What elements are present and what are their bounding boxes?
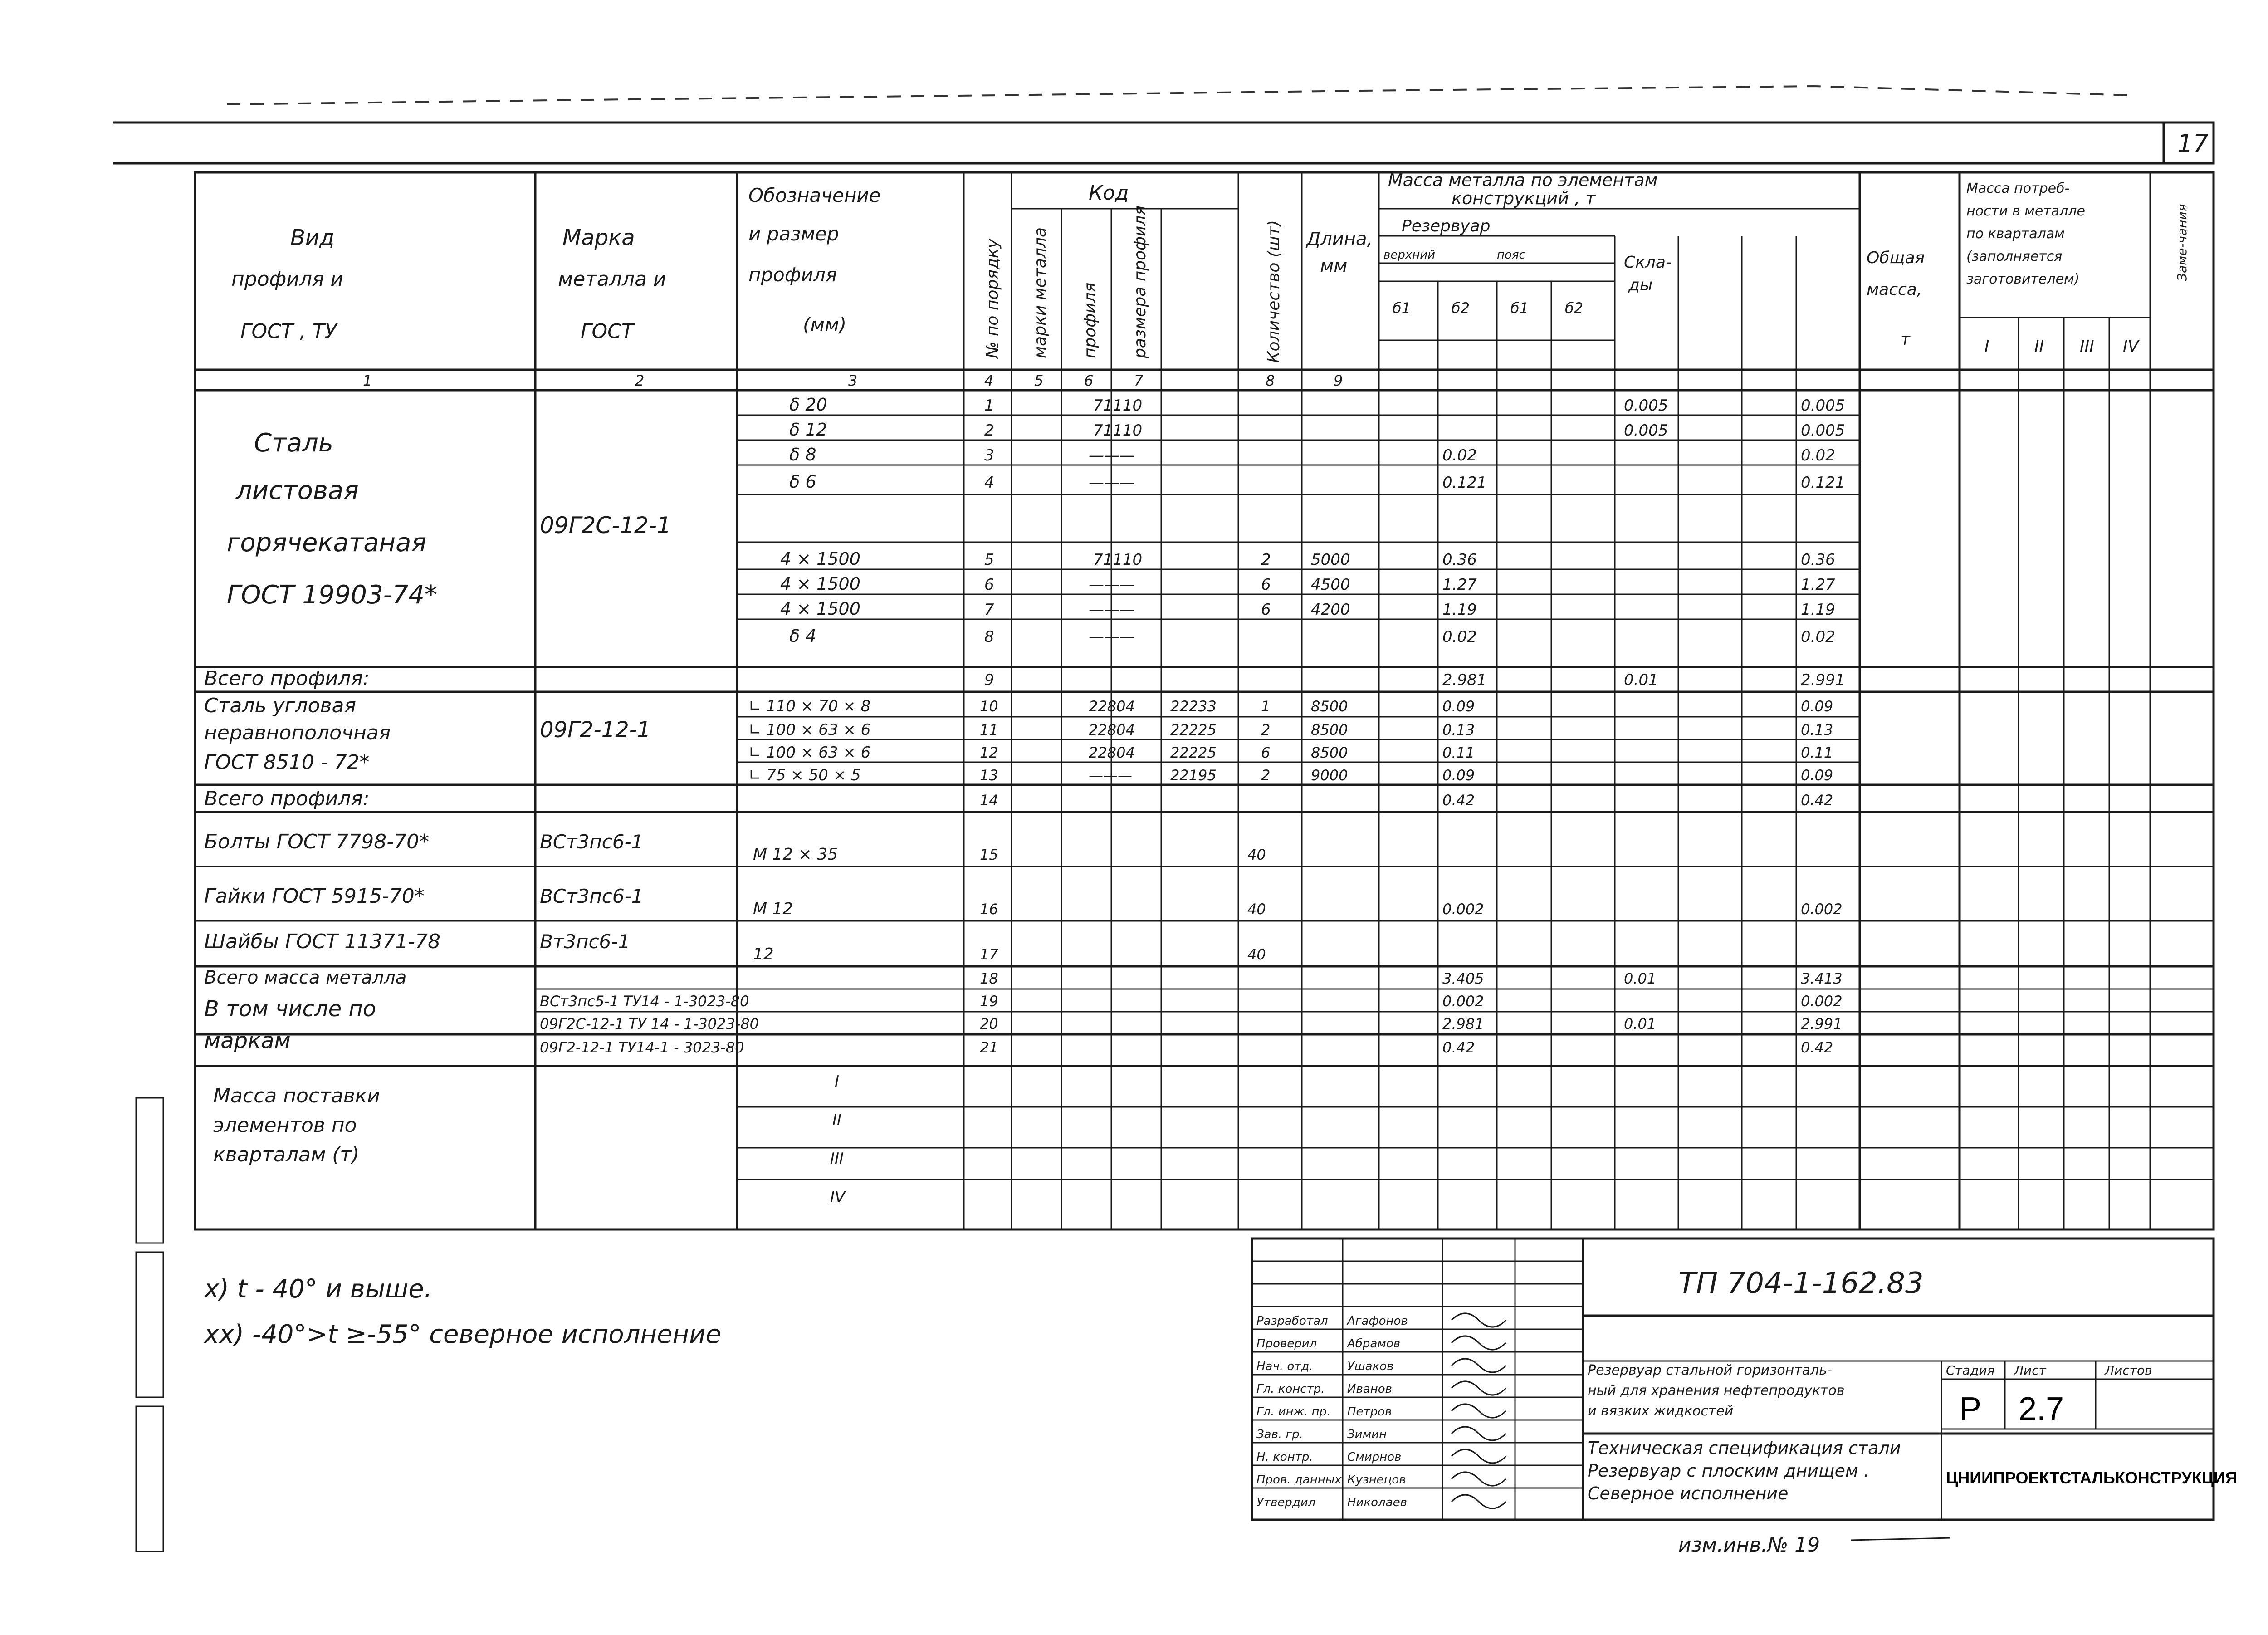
svg-text:0.13: 0.13	[1801, 721, 1833, 739]
svg-text:Вт3пс6-1: Вт3пс6-1	[540, 930, 631, 953]
svg-text:13: 13	[980, 767, 998, 784]
svg-text:0.42: 0.42	[1442, 792, 1475, 809]
svg-text:0.36: 0.36	[1442, 551, 1477, 569]
svg-text:III: III	[2080, 337, 2094, 356]
svg-text:5: 5	[1034, 372, 1044, 389]
svg-text:Резервуар с плоским днищем .: Резервуар с плоским днищем .	[1588, 1461, 1869, 1481]
header-remarks: Заме-чания	[2175, 204, 2190, 281]
svg-text:0.121: 0.121	[1801, 474, 1845, 492]
svg-text:22233: 22233	[1170, 698, 1217, 715]
header-length	[1305, 229, 1373, 277]
header-kod: Код	[1089, 181, 1129, 205]
table-row	[540, 1015, 1843, 1033]
svg-text:Масса потреб-: Масса потреб-	[1966, 181, 2070, 196]
svg-text:40: 40	[1247, 901, 1266, 918]
svg-text:4500: 4500	[1311, 576, 1350, 594]
binding-strip-3	[136, 1406, 163, 1552]
svg-text:Листов: Листов	[2105, 1363, 2152, 1378]
svg-text:22804: 22804	[1089, 721, 1135, 739]
svg-text:22804: 22804	[1089, 744, 1135, 761]
svg-text:Скла-: Скла-	[1624, 253, 1672, 272]
svg-text:Абрамов: Абрамов	[1347, 1337, 1401, 1351]
svg-text:22195: 22195	[1170, 767, 1217, 784]
svg-text:0.09: 0.09	[1801, 767, 1833, 784]
svg-text:Ушаков: Ушаков	[1347, 1360, 1394, 1373]
svg-text:профиля: профиля	[748, 264, 837, 286]
svg-text:4 × 1500: 4 × 1500	[780, 599, 860, 619]
svg-text:(заполняется: (заполняется	[1966, 249, 2063, 264]
svg-text:40: 40	[1247, 946, 1266, 963]
scan-noise-edge	[227, 86, 2132, 104]
group-angle-steel	[204, 694, 651, 774]
page-number: 17	[2177, 129, 2209, 158]
washers-row	[204, 930, 1266, 964]
svg-text:I: I	[835, 1072, 840, 1091]
svg-text:0.09: 0.09	[1442, 698, 1475, 715]
svg-text:Зав. гр.: Зав. гр.	[1256, 1428, 1303, 1441]
svg-text:заготовителем): заготовителем)	[1966, 271, 2080, 287]
svg-text:Обозначение: Обозначение	[748, 184, 881, 206]
svg-text:ВСт3пс6-1: ВСт3пс6-1	[540, 831, 644, 853]
svg-text:ности в металле: ности в металле	[1966, 203, 2085, 219]
svg-text:0.09: 0.09	[1801, 698, 1833, 715]
svg-text:Пров. данных: Пров. данных	[1256, 1473, 1342, 1487]
svg-text:09Г2С-12-1: 09Г2С-12-1	[540, 512, 671, 538]
table-row	[789, 472, 1845, 492]
sheet-value: 2.7	[2019, 1391, 2064, 1427]
svg-text:7: 7	[1134, 372, 1144, 389]
svg-text:δ 8: δ 8	[789, 445, 816, 465]
svg-text:и размер: и размер	[748, 223, 839, 245]
svg-text:В том числе по: В том числе по	[204, 996, 376, 1022]
svg-text:Вид: Вид	[290, 225, 335, 250]
header-qty: Количество (шт)	[1265, 220, 1283, 363]
svg-text:ный для хранения нефтепродукто: ный для хранения нефтепродуктов	[1588, 1383, 1845, 1399]
header-grade-code: марки металла	[1031, 227, 1050, 358]
svg-text:4: 4	[984, 372, 994, 389]
header-size-code: размера профиля	[1131, 206, 1149, 358]
total-row-1	[204, 667, 1845, 690]
svg-text:0.005: 0.005	[1624, 397, 1668, 415]
table-row	[780, 549, 1835, 569]
svg-text:М 12: М 12	[753, 900, 793, 918]
svg-text:16: 16	[980, 901, 998, 918]
svg-text:2.991: 2.991	[1801, 671, 1845, 689]
svg-text:5000: 5000	[1311, 551, 1350, 569]
svg-text:0.01: 0.01	[1624, 970, 1657, 987]
svg-text:9000: 9000	[1311, 767, 1348, 784]
svg-text:Смирнов: Смирнов	[1347, 1450, 1402, 1464]
svg-text:0.02: 0.02	[1801, 628, 1835, 646]
table-row	[748, 697, 1833, 715]
svg-text:∟ 100 × 63 × 6: ∟ 100 × 63 × 6	[748, 744, 871, 762]
svg-text:0.02: 0.02	[1442, 446, 1477, 465]
svg-text:δ 6: δ 6	[789, 472, 816, 492]
nuts-row	[204, 885, 1843, 918]
svg-text:∟ 100 × 63 × 6: ∟ 100 × 63 × 6	[748, 721, 871, 739]
svg-text:9: 9	[1334, 372, 1343, 389]
svg-text:4 × 1500: 4 × 1500	[780, 574, 860, 594]
svg-text:6: 6	[1261, 576, 1271, 594]
svg-text:Кузнецов: Кузнецов	[1347, 1473, 1406, 1487]
svg-text:ГОСТ: ГОСТ	[581, 320, 634, 343]
header-profile-code: профиля	[1081, 282, 1100, 358]
svg-text:Гл. констр.: Гл. констр.	[1256, 1382, 1325, 1396]
by-grade-block	[204, 993, 1843, 1056]
svg-text:δ 12: δ 12	[789, 420, 827, 440]
svg-text:3.405: 3.405	[1442, 970, 1484, 987]
svg-text:Нач. отд.: Нач. отд.	[1256, 1360, 1313, 1373]
svg-text:0.01: 0.01	[1624, 1015, 1657, 1033]
svg-text:40: 40	[1247, 846, 1266, 863]
svg-text:2: 2	[984, 421, 994, 440]
svg-text:∟ 75 × 50 × 5: ∟ 75 × 50 × 5	[748, 766, 861, 784]
header-num: № по порядку	[983, 239, 1002, 358]
svg-text:кварталам (т): кварталам (т)	[213, 1143, 360, 1166]
svg-text:2: 2	[1261, 551, 1271, 569]
table-row	[748, 744, 1833, 762]
svg-text:Сталь: Сталь	[254, 428, 333, 458]
svg-text:Н. контр.: Н. контр.	[1256, 1450, 1313, 1464]
table-row	[540, 993, 1843, 1010]
svg-text:I: I	[1984, 337, 1989, 356]
svg-text:и вязких жидкостей: и вязких жидкостей	[1588, 1403, 1734, 1419]
table-row	[780, 599, 1835, 619]
svg-text:5: 5	[984, 551, 994, 569]
svg-text:ды: ды	[1628, 276, 1653, 294]
header-sub1: верхний	[1383, 248, 1436, 262]
svg-text:22804: 22804	[1089, 698, 1135, 715]
svg-text:1.27: 1.27	[1801, 576, 1835, 594]
svg-text:Всего масса металла: Всего масса металла	[204, 967, 407, 988]
svg-text:0.36: 0.36	[1801, 551, 1835, 569]
svg-text:x) t - 40° и выше.: x) t - 40° и выше.	[204, 1274, 432, 1304]
svg-text:7: 7	[984, 601, 994, 619]
table-row	[748, 721, 1833, 739]
svg-text:неравнополочная: неравнополочная	[204, 721, 391, 744]
svg-text:6: 6	[1261, 744, 1271, 761]
svg-text:14: 14	[980, 792, 998, 809]
svg-text:Длина,: Длина,	[1306, 229, 1373, 250]
svg-text:Шайбы ГОСТ 11371-78: Шайбы ГОСТ 11371-78	[204, 930, 441, 953]
svg-text:3: 3	[984, 446, 994, 465]
footnotes	[203, 1274, 721, 1349]
total-row-2	[204, 787, 1833, 810]
svg-text:II: II	[832, 1111, 842, 1129]
svg-text:III: III	[830, 1150, 844, 1168]
svg-text:19: 19	[980, 993, 998, 1010]
svg-text:09Г2-12-1 ТУ14-1 - 3023-80: 09Г2-12-1 ТУ14-1 - 3023-80	[540, 1039, 744, 1056]
svg-text:II: II	[2034, 337, 2044, 356]
header-massa-elements	[1388, 170, 1657, 208]
group2-rows	[748, 697, 1833, 784]
svg-text:12: 12	[980, 744, 998, 761]
header-col1	[231, 225, 343, 343]
project-title	[1588, 1362, 1845, 1419]
svg-text:0.005: 0.005	[1624, 421, 1668, 440]
svg-text:Марка: Марка	[562, 225, 635, 250]
svg-text:———: ———	[1089, 576, 1135, 594]
svg-text:Лист: Лист	[2014, 1363, 2046, 1378]
svg-text:6: 6	[984, 576, 994, 594]
svg-text:листовая: листовая	[236, 476, 359, 505]
svg-text:горячекатаная: горячекатаная	[227, 528, 427, 558]
svg-text:09Г2С-12-1 ТУ 14 - 1-3023-80: 09Г2С-12-1 ТУ 14 - 1-3023-80	[540, 1015, 759, 1033]
svg-text:М 12 × 35: М 12 × 35	[753, 845, 838, 864]
svg-text:17: 17	[980, 946, 998, 963]
svg-text:8: 8	[1266, 372, 1275, 389]
svg-text:Утвердил: Утвердил	[1256, 1496, 1316, 1509]
quarters-block	[213, 1072, 846, 1206]
header-obshaya	[1867, 249, 1925, 349]
svg-text:———: ———	[1089, 767, 1132, 784]
svg-text:1: 1	[1261, 698, 1271, 715]
svg-text:1.27: 1.27	[1442, 576, 1477, 594]
svg-text:12: 12	[753, 945, 774, 964]
svg-text:Петров: Петров	[1347, 1405, 1392, 1419]
svg-text:δ 4: δ 4	[789, 626, 816, 646]
svg-text:Болты ГОСТ 7798-70*: Болты ГОСТ 7798-70*	[204, 830, 430, 853]
table-row	[789, 395, 1845, 415]
svg-text:21: 21	[980, 1039, 998, 1056]
svg-text:4 × 1500: 4 × 1500	[780, 549, 860, 569]
table-row	[780, 574, 1835, 594]
header-sub2: пояс	[1497, 248, 1525, 262]
svg-text:8500: 8500	[1311, 744, 1348, 761]
svg-text:ВСт3пс6-1: ВСт3пс6-1	[540, 885, 644, 907]
svg-text:Техническая спецификация стали: Техническая спецификация стали	[1588, 1438, 1901, 1458]
svg-text:———: ———	[1089, 446, 1135, 465]
stamp-names	[1346, 1314, 1408, 1509]
svg-text:Общая: Общая	[1867, 249, 1925, 267]
svg-text:0.42: 0.42	[1801, 792, 1833, 809]
table-row	[789, 420, 1845, 440]
svg-text:0.42: 0.42	[1442, 1039, 1475, 1056]
sheet-title	[1588, 1438, 1901, 1503]
svg-text:22225: 22225	[1170, 744, 1217, 761]
svg-text:———: ———	[1089, 601, 1135, 619]
header-quarters	[1984, 337, 2140, 356]
header-col2	[558, 225, 666, 343]
svg-text:2.981: 2.981	[1442, 1015, 1484, 1033]
svg-text:———: ———	[1089, 474, 1135, 492]
organization: ЦНИИПРОЕКТСТАЛЬКОНСТРУКЦИЯ	[1946, 1469, 2237, 1487]
binding-strip-2	[136, 1252, 163, 1397]
svg-text:2.991: 2.991	[1801, 1015, 1843, 1033]
header-sub3: б1	[1393, 299, 1411, 317]
svg-text:Проверил: Проверил	[1256, 1337, 1317, 1351]
svg-text:3.413: 3.413	[1801, 970, 1843, 987]
svg-text:0.42: 0.42	[1801, 1039, 1833, 1056]
inventory-underline	[1851, 1538, 1950, 1540]
svg-text:20: 20	[980, 1015, 998, 1033]
svg-text:т: т	[1901, 330, 1910, 349]
svg-text:8500: 8500	[1311, 698, 1348, 715]
total-metal-row	[204, 967, 1843, 988]
group1-rows	[780, 395, 1845, 646]
svg-text:0.09: 0.09	[1442, 767, 1475, 784]
table-row	[540, 1039, 1833, 1056]
header-sub4: б2	[1452, 299, 1470, 317]
svg-text:масса,: масса,	[1867, 280, 1922, 299]
svg-text:Резервуар стальной горизонталь: Резервуар стальной горизонталь-	[1588, 1362, 1832, 1378]
svg-text:4: 4	[984, 474, 994, 492]
svg-text:0.121: 0.121	[1442, 474, 1487, 492]
svg-text:1.19: 1.19	[1801, 601, 1835, 619]
svg-text:4200: 4200	[1311, 601, 1350, 619]
svg-text:ГОСТ 19903-74*: ГОСТ 19903-74*	[227, 580, 437, 610]
header-sub5: б1	[1510, 299, 1529, 317]
svg-text:Стадия: Стадия	[1946, 1363, 1995, 1378]
table-row	[748, 766, 1833, 784]
svg-text:9: 9	[984, 671, 994, 689]
svg-text:1: 1	[984, 397, 994, 415]
svg-text:(мм): (мм)	[803, 313, 847, 336]
svg-text:ВСт3пс5-1 ТУ14 - 1-3023-80: ВСт3пс5-1 ТУ14 - 1-3023-80	[540, 993, 749, 1010]
svg-text:ГОСТ 8510 - 72*: ГОСТ 8510 - 72*	[204, 751, 370, 774]
svg-text:8500: 8500	[1311, 721, 1348, 739]
svg-text:0.11: 0.11	[1442, 744, 1475, 761]
column-number-row	[363, 372, 1343, 389]
signatures	[1452, 1313, 1506, 1508]
svg-text:Гл. инж. пр.: Гл. инж. пр.	[1256, 1405, 1331, 1419]
svg-text:2: 2	[1261, 767, 1271, 784]
svg-text:2: 2	[635, 372, 645, 389]
header-rezervuar: Резервуар	[1402, 217, 1491, 235]
svg-text:металла и: металла и	[558, 268, 666, 291]
binding-strip-1	[136, 1098, 163, 1243]
svg-text:Зимин: Зимин	[1347, 1428, 1387, 1441]
svg-text:0.02: 0.02	[1442, 628, 1477, 646]
svg-text:09Г2-12-1: 09Г2-12-1	[540, 717, 651, 743]
svg-text:0.002: 0.002	[1442, 993, 1484, 1010]
svg-text:———: ———	[1089, 628, 1135, 646]
svg-text:Масса металла по элементам: Масса металла по элементам	[1388, 170, 1658, 190]
svg-text:∟ 110 × 70 × 8: ∟ 110 × 70 × 8	[748, 697, 871, 715]
svg-text:0.13: 0.13	[1442, 721, 1475, 739]
svg-text:1.19: 1.19	[1442, 601, 1477, 619]
svg-text:8: 8	[984, 628, 994, 646]
svg-text:3: 3	[848, 372, 858, 389]
svg-text:IV: IV	[2123, 337, 2139, 356]
header-sub6: б2	[1565, 299, 1584, 317]
svg-text:Николаев: Николаев	[1347, 1496, 1407, 1509]
svg-text:0.11: 0.11	[1801, 744, 1833, 761]
svg-text:0.02: 0.02	[1801, 446, 1835, 465]
stamp-roles	[1256, 1314, 1342, 1509]
group-sheet-steel	[227, 428, 671, 610]
svg-text:71110: 71110	[1093, 551, 1143, 569]
svg-text:элементов по: элементов по	[213, 1114, 357, 1137]
svg-text:мм: мм	[1320, 256, 1348, 277]
svg-text:IV: IV	[830, 1188, 846, 1206]
svg-text:71110: 71110	[1093, 397, 1143, 415]
svg-text:22225: 22225	[1170, 721, 1217, 739]
svg-text:xx) -40°>t ≥-55° северное испо: xx) -40°>t ≥-55° северное исполнение	[204, 1320, 722, 1349]
svg-text:Агафонов: Агафонов	[1347, 1314, 1408, 1328]
svg-text:Гайки ГОСТ 5915-70*: Гайки ГОСТ 5915-70*	[204, 885, 425, 908]
svg-text:0.005: 0.005	[1801, 421, 1845, 440]
svg-text:Разработал: Разработал	[1256, 1314, 1328, 1328]
body-row-lines	[195, 415, 2214, 1229]
svg-text:2.981: 2.981	[1442, 671, 1487, 689]
svg-text:18: 18	[980, 970, 998, 987]
svg-text:Сталь угловая: Сталь угловая	[204, 694, 356, 717]
svg-text:0.002: 0.002	[1801, 901, 1843, 918]
svg-text:0.002: 0.002	[1442, 901, 1484, 918]
svg-text:0.002: 0.002	[1801, 993, 1843, 1010]
svg-text:профиля и: профиля и	[231, 268, 344, 291]
svg-text:δ 20: δ 20	[789, 395, 827, 415]
svg-text:Иванов: Иванов	[1347, 1382, 1392, 1396]
stage-value: Р	[1960, 1391, 1982, 1427]
svg-text:6: 6	[1261, 601, 1271, 619]
svg-text:Масса поставки: Масса поставки	[213, 1084, 380, 1107]
svg-text:Всего профиля:: Всего профиля:	[204, 787, 370, 810]
stage-header	[1946, 1363, 2152, 1378]
svg-text:0.01: 0.01	[1624, 671, 1658, 689]
svg-text:маркам: маркам	[204, 1028, 291, 1053]
svg-text:10: 10	[980, 698, 998, 715]
svg-text:конструкций , т: конструкций , т	[1452, 188, 1596, 208]
inventory-number: изм.инв.№ 19	[1678, 1533, 1820, 1557]
svg-text:71110: 71110	[1093, 421, 1143, 440]
svg-text:по кварталам: по кварталам	[1966, 226, 2065, 242]
header-col3	[748, 184, 880, 336]
svg-text:11: 11	[980, 721, 998, 739]
svg-text:0.005: 0.005	[1801, 397, 1845, 415]
svg-text:Всего профиля:: Всего профиля:	[204, 667, 370, 690]
svg-text:Северное исполнение: Северное исполнение	[1588, 1483, 1789, 1503]
header-massa-postavki	[1966, 181, 2085, 287]
svg-text:15: 15	[980, 846, 998, 863]
bolts-row	[204, 830, 1266, 864]
doc-number: ТП 704-1-162.83	[1678, 1267, 1924, 1300]
header-sklady	[1624, 253, 1672, 294]
svg-text:1: 1	[363, 372, 372, 389]
svg-text:6: 6	[1084, 372, 1094, 389]
svg-text:ГОСТ , ТУ: ГОСТ , ТУ	[240, 320, 337, 343]
svg-text:2: 2	[1261, 721, 1271, 739]
